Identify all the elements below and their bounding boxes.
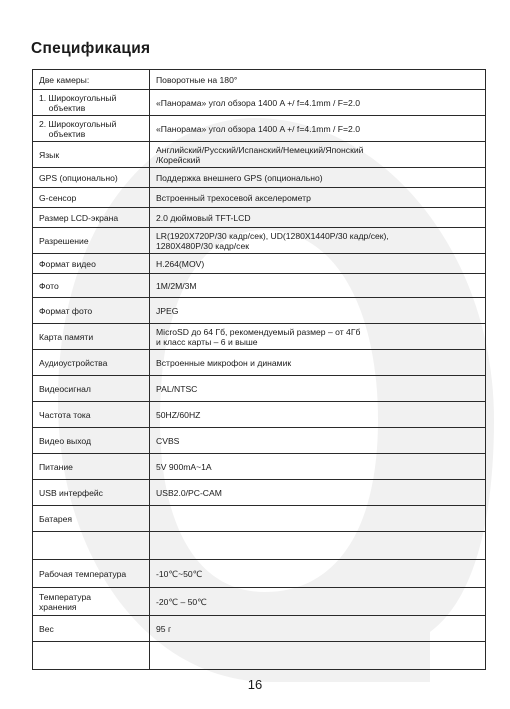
spec-label: 1. Широкоугольный объектив: [33, 90, 150, 116]
spec-label: Рабочая температура: [33, 560, 150, 588]
spec-row: [33, 116, 486, 142]
spec-row: [33, 480, 486, 506]
spec-value: H.264(MOV): [150, 254, 486, 274]
spec-label: USB интерфейс: [33, 480, 150, 506]
spec-value: LR(1920X720P/30 кадр/сек), UD(1280X1440P/30 кадр/сек), 1280X480P/30 кадр/сек: [150, 228, 486, 254]
spec-value: 5V 900mA~1A: [150, 454, 486, 480]
spec-label: GPS (опционально): [33, 168, 150, 188]
spec-value: USB2.0/PC-CAM: [150, 480, 486, 506]
spec-row: [33, 642, 486, 670]
spec-row: [33, 228, 486, 254]
spec-value: Встроенный трехосевой акселерометр: [150, 188, 486, 208]
spec-label: Разрешение: [33, 228, 150, 254]
spec-value: Встроенные микрофон и динамик: [150, 350, 486, 376]
spec-label: G-сенсор: [33, 188, 150, 208]
spec-label: Частота тока: [33, 402, 150, 428]
spec-row: [33, 168, 486, 188]
spec-row: [33, 298, 486, 324]
spec-value: Английский/Русский/Испанский/Немецкий/Японский /Корейский: [150, 142, 486, 168]
spec-label: Видеосигнал: [33, 376, 150, 402]
spec-label: Вес: [33, 616, 150, 642]
page-title: Спецификация: [31, 40, 151, 57]
spec-value: Поддержка внешнего GPS (опционально): [150, 168, 486, 188]
spec-row: [33, 142, 486, 168]
spec-row: [33, 588, 486, 616]
spec-label: [33, 532, 150, 560]
spec-value: JPEG: [150, 298, 486, 324]
spec-row: [33, 616, 486, 642]
spec-label: [33, 642, 150, 670]
spec-row: [33, 506, 486, 532]
spec-label: Формат видео: [33, 254, 150, 274]
spec-label: Батарея: [33, 506, 150, 532]
spec-value: -20℃ – 50℃: [150, 588, 486, 616]
spec-row: [33, 350, 486, 376]
spec-label: Температура хранения: [33, 588, 150, 616]
spec-value: MicroSD до 64 Гб, рекомендуемый размер – от 4Гб и класс карты – 6 и выше: [150, 324, 486, 350]
page-number: 16: [247, 677, 263, 692]
spec-value: -10℃~50℃: [150, 560, 486, 588]
spec-row: [33, 208, 486, 228]
spec-row: [33, 454, 486, 480]
spec-value: [150, 532, 486, 560]
spec-value: Поворотные на 180°: [150, 70, 486, 90]
spec-row: [33, 376, 486, 402]
spec-label: 2. Широкоугольный объектив: [33, 116, 150, 142]
spec-label: Карта памяти: [33, 324, 150, 350]
spec-label: Размер LCD-экрана: [33, 208, 150, 228]
spec-row: [33, 254, 486, 274]
spec-row: [33, 188, 486, 208]
spec-row: [33, 274, 486, 298]
spec-label: Фото: [33, 274, 150, 298]
spec-row: [33, 428, 486, 454]
spec-value: 95 г: [150, 616, 486, 642]
spec-label: Аудиоустройства: [33, 350, 150, 376]
spec-label: Две камеры:: [33, 70, 150, 90]
spec-row: [33, 532, 486, 560]
spec-value: CVBS: [150, 428, 486, 454]
spec-value: PAL/NTSC: [150, 376, 486, 402]
spec-value: [150, 506, 486, 532]
spec-value: 1M/2M/3M: [150, 274, 486, 298]
spec-row: [33, 70, 486, 90]
spec-value: [150, 642, 486, 670]
spec-row: [33, 90, 486, 116]
spec-value: «Панорама» угол обзора 1400 A +/ f=4.1mm / F=2.0: [150, 116, 486, 142]
spec-label: Язык: [33, 142, 150, 168]
spec-label: Питание: [33, 454, 150, 480]
spec-value: 2.0 дюймовый TFT-LCD: [150, 208, 486, 228]
spec-table: [32, 69, 486, 670]
spec-value: 50HZ/60HZ: [150, 402, 486, 428]
spec-label: Видео выход: [33, 428, 150, 454]
spec-row: [33, 324, 486, 350]
spec-row: [33, 402, 486, 428]
spec-value: «Панорама» угол обзора 1400 A +/ f=4.1mm / F=2.0: [150, 90, 486, 116]
spec-label: Формат фото: [33, 298, 150, 324]
spec-row: [33, 560, 486, 588]
